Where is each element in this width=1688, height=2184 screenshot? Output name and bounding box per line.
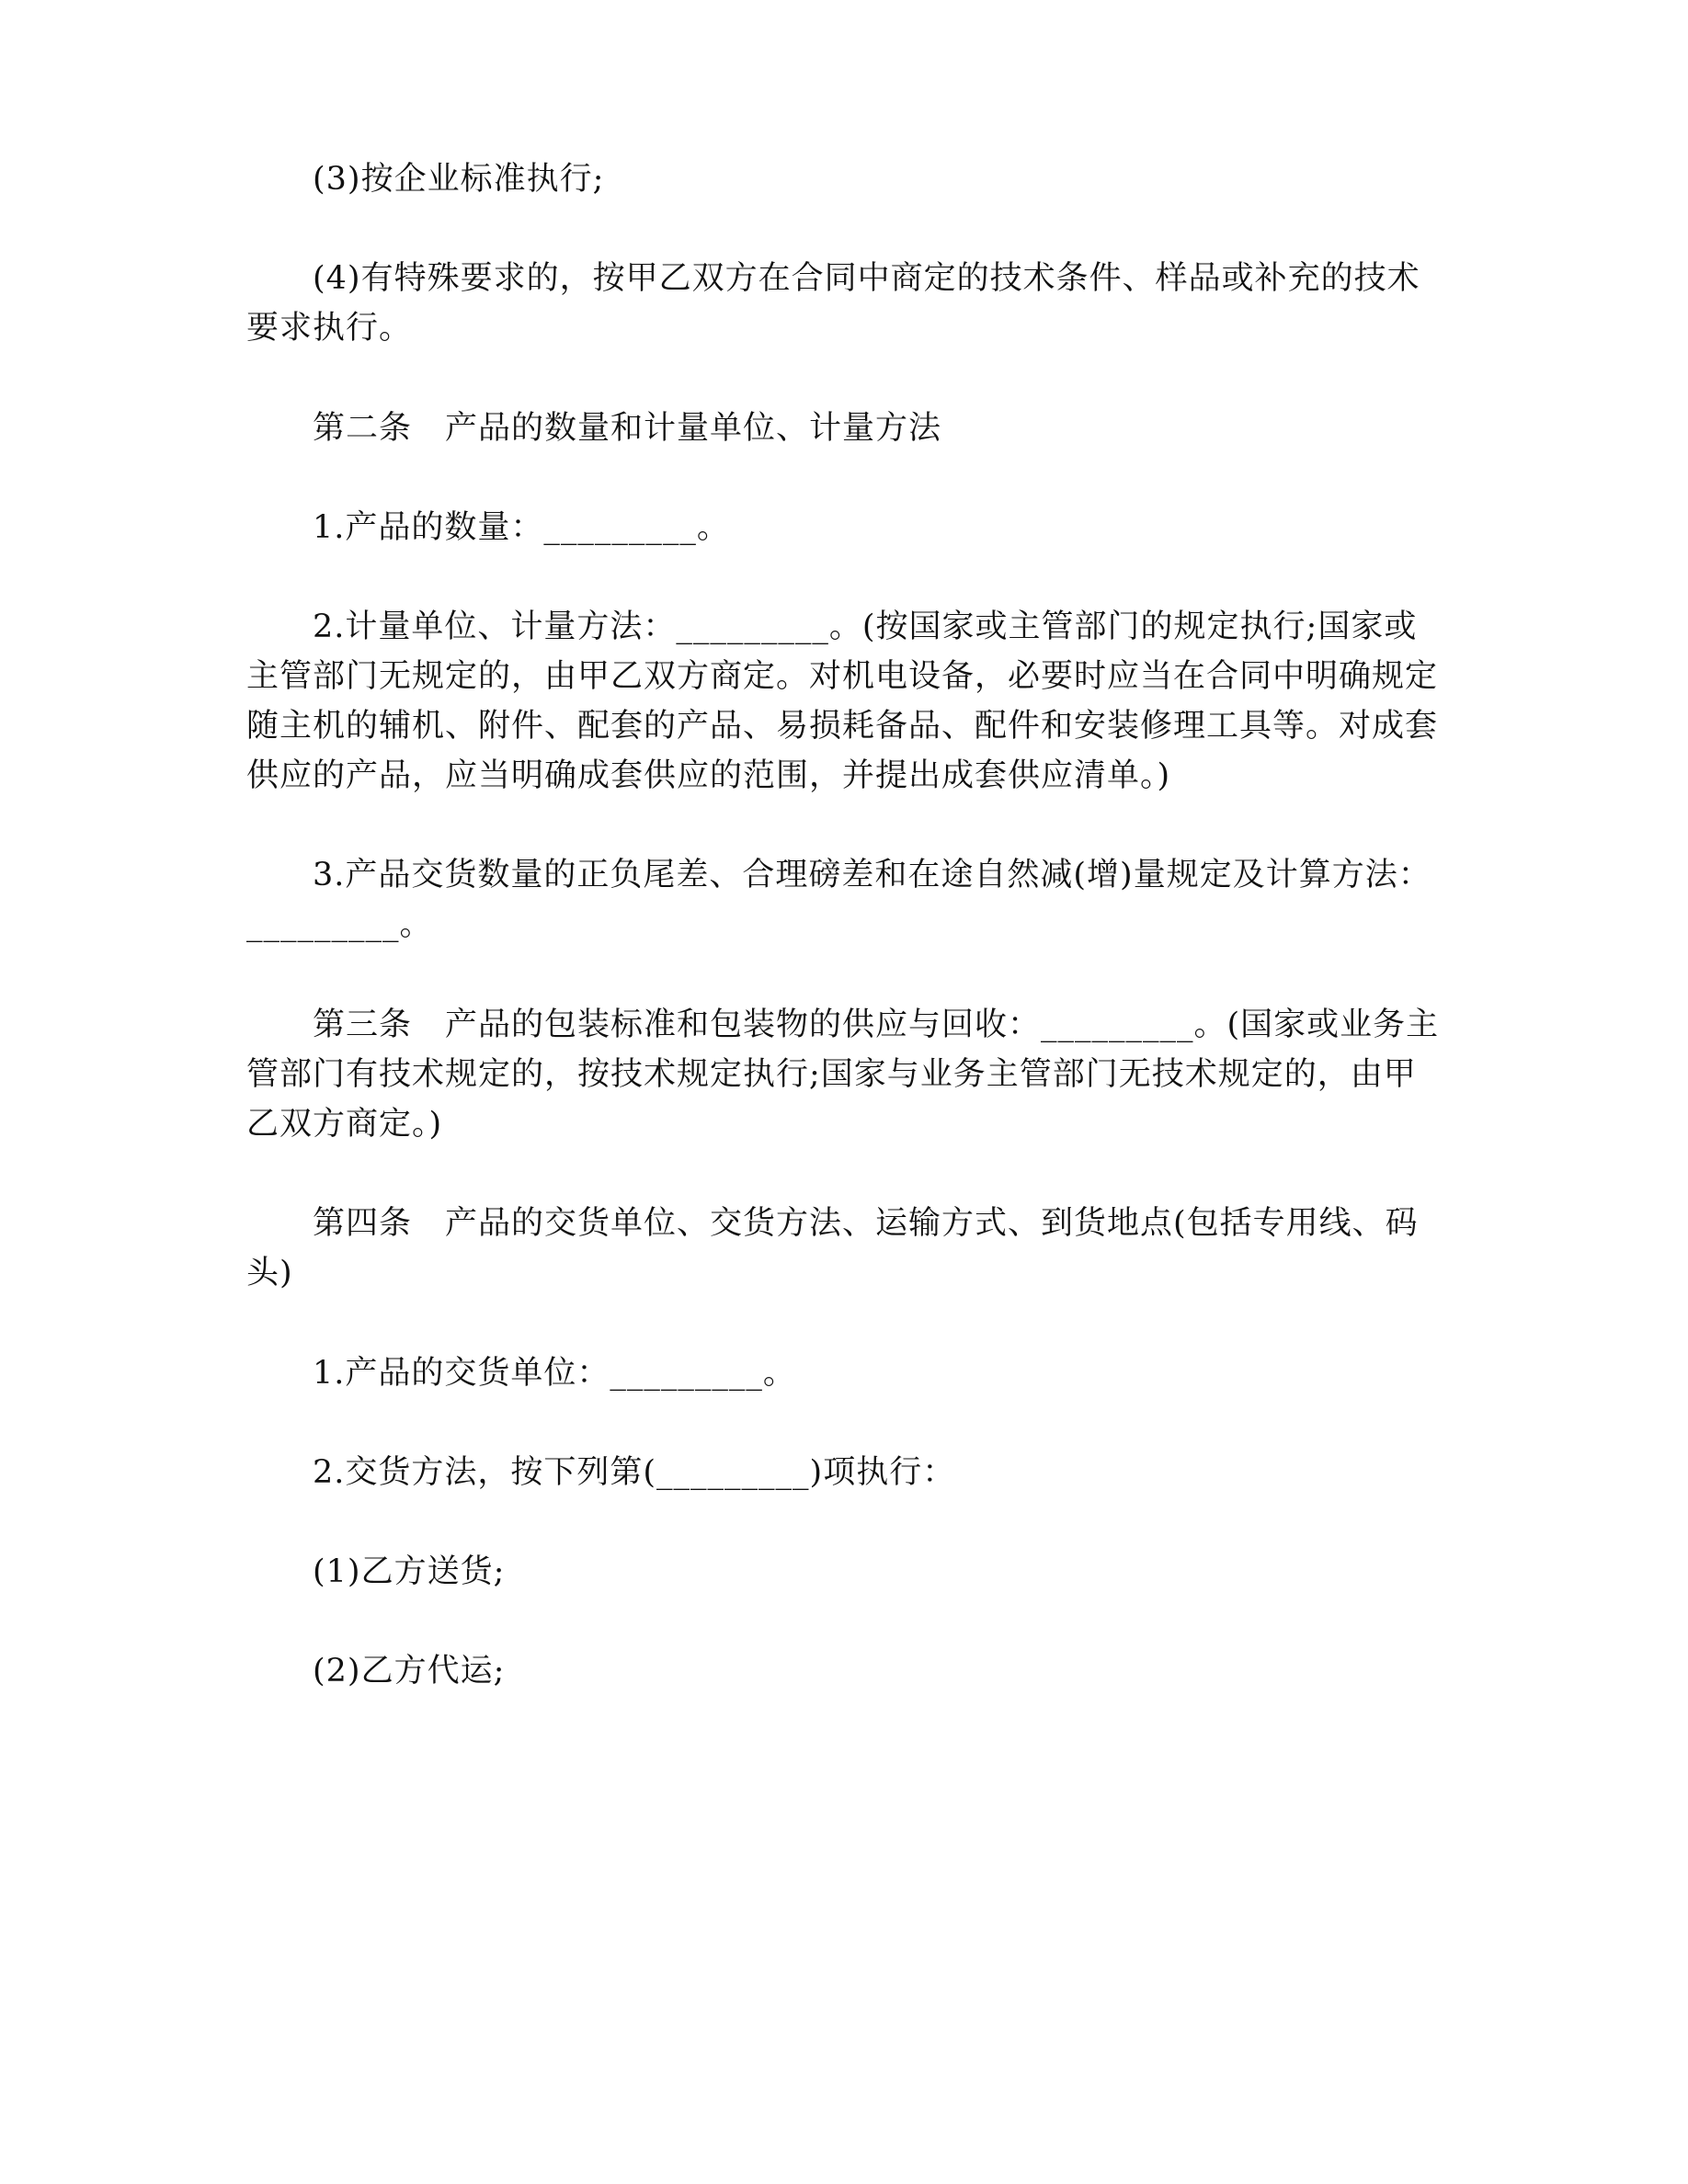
clause-item-3-enterprise-standard: (3)按企业标准执行;: [313, 161, 605, 198]
article-2-tolerance: 3.产品交货数量的正负尾差、合理磅差和在途自然减(增)量规定及计算方法：_________。: [246, 857, 1431, 943]
article-4-delivery-unit: 1.产品的交货单位：_________。: [313, 1355, 796, 1392]
clause-item-4-special-requirements: (4)有特殊要求的，按甲乙双方在合同中商定的技术条件、样品或补充的技术要求执行。: [246, 260, 1420, 347]
article-4-delivery-method: 2.交货方法，按下列第(_________)项执行：: [313, 1454, 956, 1491]
article-2-quantity: 1.产品的数量：_________。: [313, 509, 730, 546]
article-2-measurement-method: 2.计量单位、计量方法：_________。(按国家或主管部门的规定执行;国家或主管部门无规定的，由甲乙双方商定。对机电设备，必要时应当在合同中明确规定随主机的辅机、附件、配套的产品、易损耗备品、配件和安装修理工具等。对成套供应的产品，应当明确成套供应的范围，并提出成套供应清单。): [246, 609, 1439, 794]
article-4-heading: 第四条 产品的交货单位、交货方法、运输方式、到货地点(包括专用线、码头): [246, 1205, 1419, 1291]
delivery-option-2: (2)乙方代运;: [313, 1653, 506, 1689]
delivery-option-1: (1)乙方送货;: [313, 1553, 506, 1590]
document-page: [246, 154, 1442, 1746]
article-3-packaging: 第三条 产品的包装标准和包装物的供应与回收：_________。(国家或业务主管部门有技术规定的，按技术规定执行;国家与业务主管部门无技术规定的，由甲乙双方商定。): [246, 1007, 1440, 1143]
article-2-heading: 第二条 产品的数量和计量单位、计量方法: [313, 410, 942, 447]
